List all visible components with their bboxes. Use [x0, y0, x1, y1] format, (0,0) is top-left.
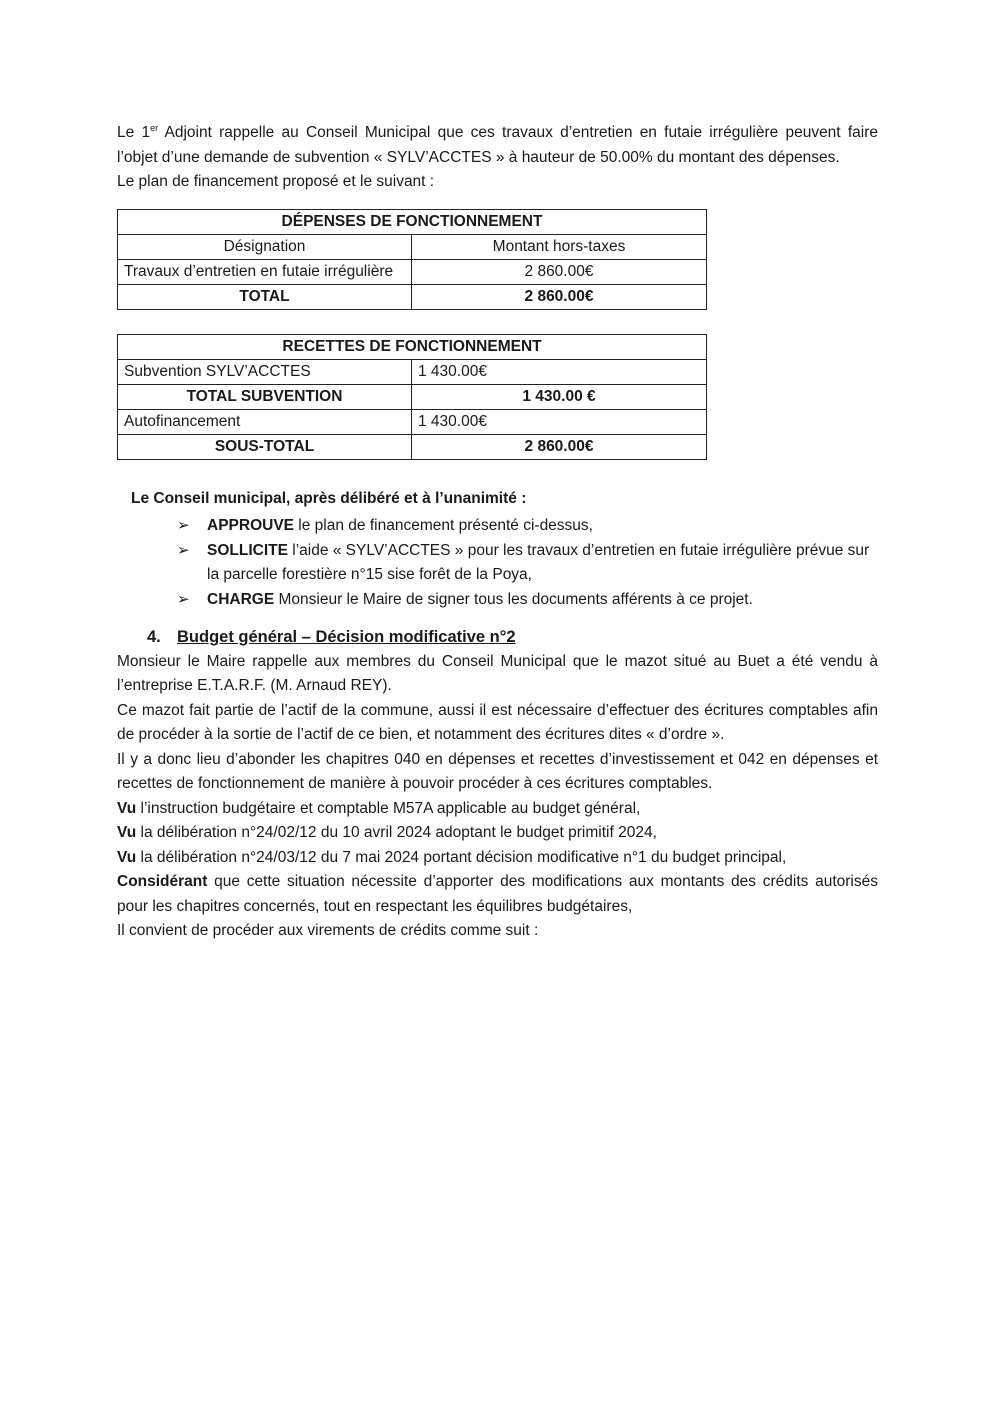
- recettes-sous-total-value: 2 860.00€: [412, 434, 707, 459]
- vu-text: la délibération n°24/02/12 du 10 avril 2024 adoptant le budget primitif 2024,: [136, 824, 657, 841]
- paragraph: Monsieur le Maire rappelle aux membres du Conseil Municipal que le mazot situé au Buet a été vendu à l’entreprise E.T.A.R.F. (M. Arnaud REY).: [117, 652, 878, 694]
- recettes-title: RECETTES DE FONCTIONNEMENT: [118, 334, 707, 359]
- recettes-sous-total-label: SOUS-TOTAL: [118, 434, 412, 459]
- arrow-bullet-icon: ➢: [177, 517, 190, 534]
- document-page: [117, 121, 878, 944]
- vu-text: la délibération n°24/03/12 du 7 mai 2024 portant décision modificative n°1 du budget principal,: [136, 848, 787, 866]
- recettes-table: [117, 334, 707, 460]
- intro-text-rest: Adjoint rappelle au Conseil Municipal que ces travaux d’entretien en futaie irrégulière peuvent faire l’objet d’une demande de subvention « SYLV’ACCTES » à hauteur de 50.00% du montant des dépenses.: [117, 124, 878, 166]
- intro-paragraph: [117, 121, 878, 170]
- depenses-total-value: 2 860.00€: [412, 284, 707, 309]
- paragraph: Il convient de procéder aux virements de crédits comme suit :: [117, 922, 539, 939]
- considerant-label: Considérant: [117, 873, 208, 890]
- vu-text: l’instruction budgétaire et comptable M57A applicable au budget général,: [136, 799, 641, 817]
- decision-text: Monsieur le Maire de signer tous les documents afférents à ce projet.: [274, 590, 753, 608]
- depenses-title: DÉPENSES DE FONCTIONNEMENT: [118, 209, 707, 234]
- recettes-total-subvention-label: TOTAL SUBVENTION: [118, 384, 412, 409]
- decision-text: l’aide « SYLV’ACCTES » pour les travaux d’entretien en futaie irrégulière prévue sur la parcelle forestière n°15 sise forêt de la Poya,: [207, 541, 870, 583]
- table-row: [118, 259, 707, 284]
- decision-verb: SOLLICITE: [207, 541, 288, 559]
- decision-text: le plan de financement présenté ci-dessus,: [294, 517, 593, 534]
- section-heading: [147, 625, 878, 650]
- paragraph: Il y a donc lieu d’abonder les chapitres 040 en dépenses et recettes d’investissement et 042 en dépenses et recettes de fonctionnement de manière à pouvoir procéder à ces écritures comptables.: [117, 750, 878, 792]
- recettes-subvention-value: 1 430.00€: [412, 359, 707, 384]
- depenses-row-designation: Travaux d’entretien en futaie irrégulière: [118, 259, 412, 284]
- list-item: [165, 588, 878, 613]
- decision-verb: CHARGE: [207, 590, 275, 608]
- recettes-autofinancement-label: Autofinancement: [118, 409, 412, 434]
- depenses-total-label: TOTAL: [118, 284, 412, 309]
- decision-block: [131, 487, 878, 512]
- ordinal-superscript: er: [150, 123, 159, 133]
- decision-heading: [131, 487, 878, 512]
- recettes-subvention-label: Subvention SYLV’ACCTES: [118, 359, 412, 384]
- paragraph: Ce mazot fait partie de l’actif de la commune, aussi il est nécessaire d’effectuer des écritures comptables afin de procéder à la sortie de l’actif de ce bien, et notamment des écritures dites « d’ordre ».: [117, 701, 878, 743]
- decision-heading-text: Le Conseil municipal, après délibéré et à l’unanimité :: [131, 489, 527, 507]
- vu-line: [117, 846, 878, 871]
- financing-plan-intro: Le plan de financement proposé et le suivant :: [117, 173, 435, 190]
- list-item: [165, 514, 878, 539]
- depenses-col-designation: Désignation: [118, 234, 412, 259]
- vu-line: [117, 821, 878, 846]
- vu-label: Vu: [117, 824, 137, 841]
- vu-label: Vu: [117, 848, 137, 866]
- arrow-bullet-icon: ➢: [177, 590, 190, 608]
- vu-line: [117, 797, 878, 822]
- depenses-col-montant: Montant hors-taxes: [412, 234, 707, 259]
- considerant-text: que cette situation nécessite d’apporter des modifications aux montants des crédits autorisés pour les chapitres concernés, tout en respectant les équilibres budgétaires,: [117, 873, 878, 915]
- decision-list: [117, 514, 878, 612]
- vu-label: Vu: [117, 799, 137, 817]
- section-number: 4.: [147, 628, 161, 646]
- intro-text-start: Le 1: [117, 124, 151, 141]
- depenses-row-montant: 2 860.00€: [412, 259, 707, 284]
- recettes-autofinancement-value: 1 430.00€: [412, 409, 707, 434]
- recettes-total-subvention-value: 1 430.00 €: [412, 384, 707, 409]
- depenses-table: [117, 209, 707, 310]
- considerant-line: [117, 870, 878, 919]
- section-title: Budget général – Décision modificative n°2: [177, 628, 516, 646]
- decision-verb: APPROUVE: [207, 517, 294, 534]
- arrow-bullet-icon: ➢: [177, 541, 190, 559]
- list-item: [165, 539, 878, 588]
